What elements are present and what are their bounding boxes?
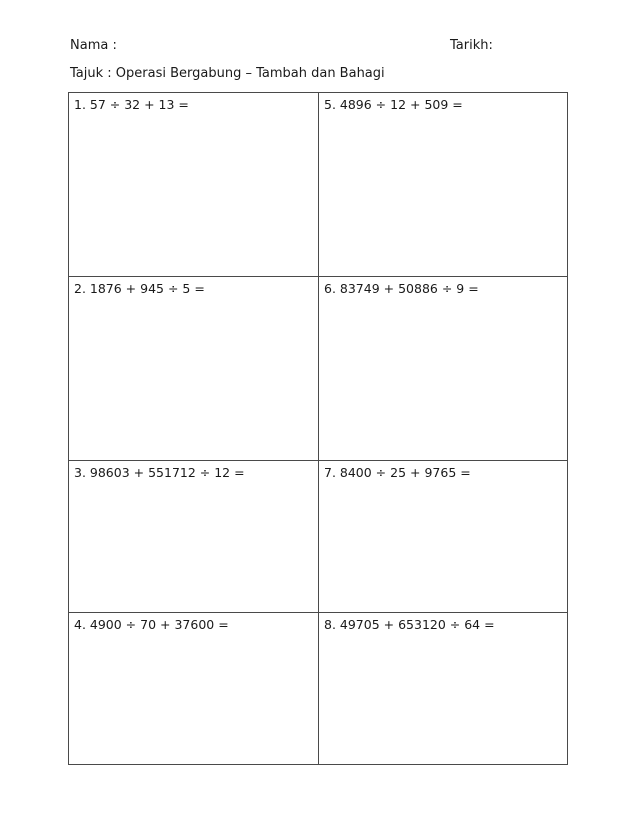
question-grid (68, 92, 568, 765)
question-text: 5. 4896 ÷ 12 + 509 = (324, 97, 463, 112)
question-cell-3[interactable] (69, 461, 319, 613)
date-label: Tarikh: (450, 38, 493, 53)
question-text: 7. 8400 ÷ 25 + 9765 = (324, 465, 471, 480)
question-text: 2. 1876 + 945 ÷ 5 = (74, 281, 205, 296)
question-cell-5[interactable] (319, 93, 567, 277)
question-text: 8. 49705 + 653120 ÷ 64 = (324, 617, 495, 632)
question-text: 1. 57 ÷ 32 + 13 = (74, 97, 189, 112)
name-label: Nama : (70, 38, 117, 53)
question-text: 3. 98603 + 551712 ÷ 12 = (74, 465, 245, 480)
question-cell-2[interactable] (69, 277, 319, 461)
question-text: 4. 4900 ÷ 70 + 37600 = (74, 617, 229, 632)
worksheet-title: Tajuk : Operasi Bergabung – Tambah dan Bahagi (70, 66, 385, 81)
question-cell-8[interactable] (319, 613, 567, 764)
question-cell-4[interactable] (69, 613, 319, 764)
question-cell-1[interactable] (69, 93, 319, 277)
question-cell-6[interactable] (319, 277, 567, 461)
question-text: 6. 83749 + 50886 ÷ 9 = (324, 281, 479, 296)
question-cell-7[interactable] (319, 461, 567, 613)
